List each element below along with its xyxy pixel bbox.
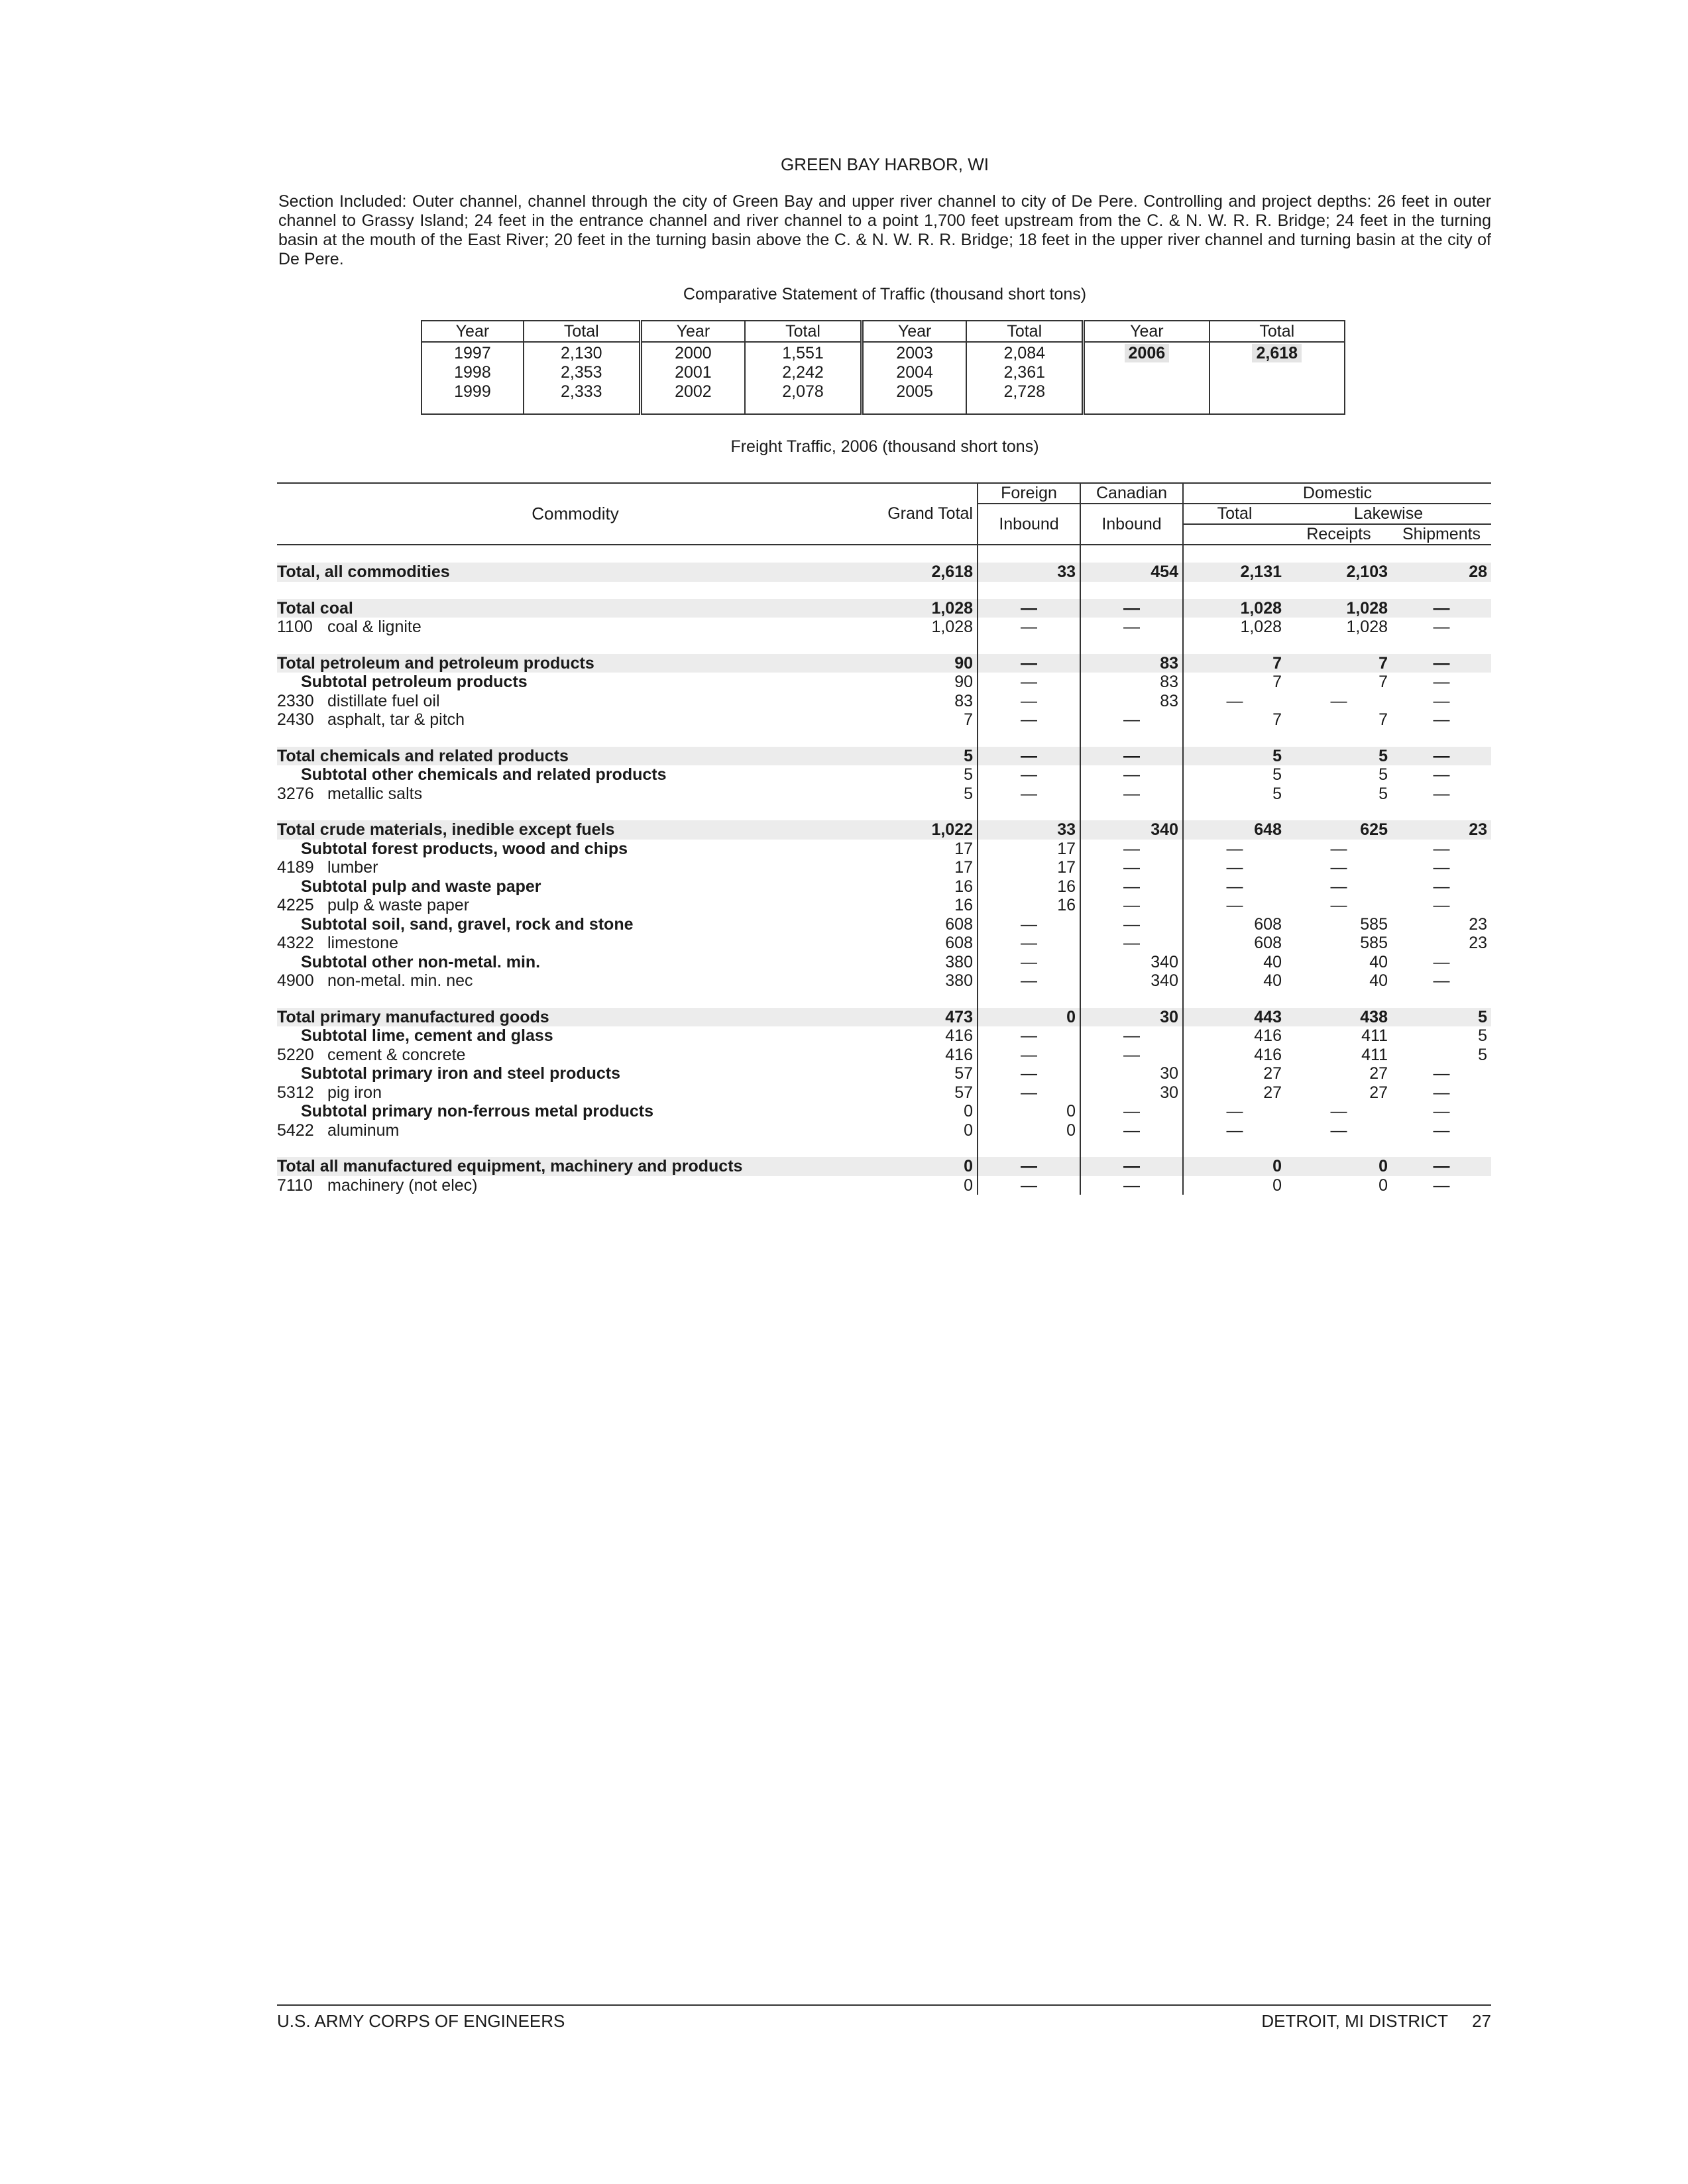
canadian-inbound-cell: — — [1080, 1046, 1183, 1065]
receipts-cell: 40 — [1369, 971, 1388, 990]
receipts-cell: 0 — [1286, 1157, 1392, 1176]
domestic-total-header: Total — [1183, 504, 1286, 524]
foreign-inbound-cell: 0 — [978, 1008, 1080, 1027]
commodity-name-cell: Subtotal primary iron and steel products — [301, 1064, 621, 1083]
commodity-name-cell — [277, 1121, 873, 1140]
commodity-name: coal & lignite — [327, 618, 422, 636]
shipments-cell: — — [1433, 673, 1450, 691]
receipts-cell: 438 — [1286, 1008, 1392, 1027]
shipments-cell: — — [1392, 1157, 1491, 1176]
foreign-inbound-cell: 33 — [978, 563, 1080, 582]
receipts-cell: 7 — [1379, 673, 1388, 691]
domestic-total-cell: 40 — [1183, 953, 1286, 972]
foreign-inbound-cell: — — [978, 673, 1080, 692]
grand-total-cell: 0 — [964, 1120, 973, 1140]
footer-agency: U.S. ARMY CORPS OF ENGINEERS — [277, 2011, 565, 2031]
grand-total-cell: 608 — [945, 914, 973, 934]
total-cell: 2,130 2,353 2,333 — [524, 342, 640, 414]
commodity-code: 4900 — [277, 971, 314, 990]
grand-total-cell: 16 — [954, 896, 973, 914]
shipments-cell: — — [1433, 618, 1450, 636]
total-header: Total — [524, 321, 640, 342]
total-row — [277, 654, 1491, 673]
commodity-name: limestone — [327, 934, 398, 952]
shipments-cell: — — [1433, 1102, 1450, 1120]
foreign-inbound-cell: — — [978, 692, 1080, 711]
canadian-inbound-cell: — — [1080, 599, 1183, 618]
receipts-cell: 1,028 — [1286, 599, 1392, 618]
commodity-name: non-metal. min. nec — [327, 971, 473, 990]
receipts-cell: 5 — [1379, 784, 1388, 803]
foreign-inbound-cell: — — [978, 1046, 1080, 1065]
receipts-cell: — — [1330, 1120, 1347, 1140]
total-row — [277, 1008, 1491, 1027]
receipts-cell: — — [1330, 691, 1347, 710]
commodity-name-cell: Total petroleum and petroleum products — [277, 654, 873, 673]
receipts-cell: — — [1330, 858, 1347, 877]
receipts-cell: 40 — [1369, 952, 1388, 971]
receipts-cell: — — [1330, 877, 1347, 896]
domestic-total-cell: — — [1183, 1102, 1286, 1121]
commodity-row — [277, 1083, 1491, 1103]
grand-total-header: Grand Total — [873, 483, 978, 545]
canadian-inbound-cell: 340 — [1080, 953, 1183, 972]
commodity-name-cell: Subtotal forest products, wood and chips — [301, 839, 628, 858]
foreign-inbound-cell: — — [978, 654, 1080, 673]
commodity-code: 5220 — [277, 1045, 314, 1064]
domestic-total-cell: 7 — [1183, 710, 1286, 730]
total-cell: 1,551 2,242 2,078 — [745, 342, 862, 414]
foreign-inbound-cell: — — [978, 765, 1080, 785]
shipments-cell: — — [1433, 971, 1450, 990]
shipments-cell: — — [1433, 839, 1450, 858]
foreign-inbound-cell: — — [978, 710, 1080, 730]
domestic-total-cell: 648 — [1183, 820, 1286, 840]
total-row — [277, 747, 1491, 766]
canadian-inbound-cell: — — [1080, 618, 1183, 637]
commodity-code: 4225 — [277, 896, 314, 914]
receipts-cell: 585 — [1360, 914, 1388, 934]
grand-total-cell: 16 — [954, 877, 973, 896]
shipments-cell: — — [1433, 952, 1450, 971]
domestic-total-cell: 443 — [1183, 1008, 1286, 1027]
commodity-row — [277, 971, 1491, 991]
canadian-inbound-cell: — — [1080, 858, 1183, 877]
canadian-inbound-cell: — — [1080, 765, 1183, 785]
commodity-code: 2430 — [277, 710, 314, 729]
commodity-code: 4189 — [277, 858, 314, 877]
canadian-inbound-cell: — — [1080, 1026, 1183, 1046]
commodity-name-cell: Total, all commodities — [277, 563, 873, 582]
commodity-name-cell: Subtotal primary non-ferrous metal products — [301, 1102, 654, 1120]
foreign-inbound-cell: — — [978, 785, 1080, 804]
commodity-name: aluminum — [327, 1120, 400, 1140]
foreign-inbound-cell: — — [978, 934, 1080, 953]
grand-total-cell: 5 — [964, 784, 973, 803]
year-cell: 1997 1998 1999 — [422, 342, 524, 414]
grand-total-cell: 57 — [954, 1064, 973, 1083]
commodity-name-cell: Total crude materials, inedible except fuels — [277, 820, 873, 840]
foreign-inbound-cell: — — [978, 1064, 1080, 1083]
domestic-total-cell: — — [1183, 858, 1286, 877]
domestic-header: Domestic — [1183, 483, 1491, 504]
commodity-row — [277, 858, 1491, 877]
receipts-cell: 5 — [1379, 765, 1388, 784]
foreign-inbound-cell: 33 — [978, 820, 1080, 840]
receipts-cell: 27 — [1369, 1064, 1388, 1083]
domestic-total-cell: 5 — [1183, 785, 1286, 804]
canadian-inbound-cell: — — [1080, 1121, 1183, 1140]
foreign-inbound-cell: — — [978, 747, 1080, 766]
grand-total-cell: 1,028 — [873, 599, 978, 618]
commodity-name-cell: Total primary manufactured goods — [277, 1008, 873, 1027]
receipts-cell: 625 — [1286, 820, 1392, 840]
grand-total-cell: 17 — [954, 839, 973, 858]
commodity-row — [277, 1176, 1491, 1195]
canadian-inbound-header: Inbound — [1080, 504, 1183, 545]
canadian-inbound-cell: 340 — [1080, 820, 1183, 840]
shipments-header: Shipments — [1392, 524, 1491, 545]
receipts-cell: 1,028 — [1346, 618, 1388, 636]
receipts-cell: — — [1330, 839, 1347, 858]
canadian-inbound-cell: — — [1080, 934, 1183, 953]
commodity-name-cell: Subtotal other non-metal. min. — [301, 952, 541, 971]
canadian-inbound-cell: — — [1080, 747, 1183, 766]
shipments-cell: 5 — [1478, 1026, 1487, 1045]
grand-total-cell: 2,618 — [873, 563, 978, 582]
commodity-name-cell: Subtotal lime, cement and glass — [301, 1026, 553, 1045]
shipments-cell: 5 — [1478, 1045, 1487, 1064]
canadian-inbound-cell: — — [1080, 896, 1183, 915]
commodity-name-cell — [277, 858, 873, 877]
grand-total-cell: 380 — [945, 952, 973, 971]
year-header: Year — [862, 321, 966, 342]
year-header: Year — [1084, 321, 1210, 342]
shipments-cell: — — [1433, 710, 1450, 729]
foreign-inbound-cell: — — [978, 915, 1080, 934]
subtotal-row — [277, 840, 1491, 859]
domestic-total-cell: — — [1183, 896, 1286, 915]
commodity-row — [277, 785, 1491, 804]
commodity-code: 5422 — [277, 1120, 314, 1140]
foreign-inbound-cell: 0 — [978, 1121, 1080, 1140]
subtotal-row — [277, 1026, 1491, 1046]
domestic-total-cell: — — [1183, 877, 1286, 897]
foreign-inbound-cell: — — [978, 599, 1080, 618]
receipts-cell: 0 — [1379, 1175, 1388, 1195]
commodity-code: 2330 — [277, 691, 314, 710]
commodity-name-cell — [277, 618, 873, 637]
canadian-inbound-cell: — — [1080, 710, 1183, 730]
shipments-cell: — — [1392, 654, 1491, 673]
commodity-name-cell — [277, 1176, 873, 1195]
commodity-row — [277, 934, 1491, 953]
grand-total-cell: 1,022 — [873, 820, 978, 840]
receipts-cell: 585 — [1360, 934, 1388, 952]
shipments-cell: — — [1392, 747, 1491, 766]
foreign-header: Foreign — [978, 483, 1080, 504]
foreign-inbound-header: Inbound — [978, 504, 1080, 545]
commodity-name-cell: Subtotal soil, sand, gravel, rock and stone — [301, 914, 634, 934]
shipments-cell: 23 — [1392, 820, 1491, 840]
domestic-total-cell: 608 — [1183, 915, 1286, 934]
shipments-cell: — — [1433, 784, 1450, 803]
foreign-inbound-cell: 0 — [978, 1102, 1080, 1121]
foreign-inbound-cell: — — [978, 1083, 1080, 1103]
subtotal-row — [277, 673, 1491, 692]
commodity-row — [277, 1046, 1491, 1065]
commodity-name-cell: Total all manufactured equipment, machinery and products — [277, 1157, 873, 1176]
grand-total-cell: 17 — [954, 858, 973, 877]
domestic-total-cell: 2,131 — [1183, 563, 1286, 582]
domestic-total-cell: 5 — [1183, 765, 1286, 785]
commodity-name-cell — [277, 971, 873, 991]
total-header: Total — [1210, 321, 1345, 342]
shipments-cell: — — [1433, 858, 1450, 877]
receipts-cell: 5 — [1286, 747, 1392, 766]
commodity-name: distillate fuel oil — [327, 691, 440, 710]
section-description: Section Included: Outer channel, channel through the city of Green Bay and upper river channel to city of De Pere. Controlling and project depths: 26 feet in outer channel to Grassy Island; 24 feet in the entrance channel and river channel to a point 1,700 feet upstream from the C. & N. W. R. R. Bridge; 24 feet in the turning basin at the mouth of the East River; 20 feet in the turning basin above the C. & N. W. R. R. Bridge; 18 feet in the upper river channel and turning basin at the city of De Pere. — [278, 192, 1491, 268]
commodity-code: 3276 — [277, 784, 314, 803]
commodity-code: 1100 — [277, 618, 313, 636]
grand-total-cell: 473 — [873, 1008, 978, 1027]
commodity-name-cell: Subtotal pulp and waste paper — [301, 877, 541, 896]
subtotal-row — [277, 765, 1491, 785]
footer-district: DETROIT, MI DISTRICT — [1261, 2011, 1449, 2031]
receipts-cell: 2,103 — [1286, 563, 1392, 582]
shipments-cell: — — [1433, 1064, 1450, 1083]
subtotal-row — [277, 1102, 1491, 1121]
total-header: Total — [966, 321, 1083, 342]
subtotal-row — [277, 915, 1491, 934]
commodity-name-cell — [277, 692, 873, 711]
commodity-name-cell — [277, 1083, 873, 1103]
canadian-inbound-cell: 30 — [1080, 1064, 1183, 1083]
shipments-cell: — — [1433, 877, 1450, 896]
shipments-cell: — — [1392, 599, 1491, 618]
foreign-inbound-cell: 17 — [978, 840, 1080, 859]
subtotal-row — [277, 1064, 1491, 1083]
grand-total-cell: 380 — [945, 971, 973, 990]
year-cell: 2000 2001 2002 — [640, 342, 745, 414]
canadian-inbound-cell: — — [1080, 1102, 1183, 1121]
canadian-inbound-cell: 454 — [1080, 563, 1183, 582]
subtotal-row — [277, 877, 1491, 897]
domestic-total-cell: 5 — [1183, 747, 1286, 766]
domestic-total-cell: 27 — [1183, 1064, 1286, 1083]
foreign-inbound-cell: — — [978, 1026, 1080, 1046]
canadian-inbound-cell: — — [1080, 785, 1183, 804]
canadian-inbound-cell: 83 — [1080, 673, 1183, 692]
domestic-total-cell: 416 — [1183, 1026, 1286, 1046]
grand-total-cell: 57 — [954, 1083, 973, 1102]
commodity-name: asphalt, tar & pitch — [327, 710, 465, 729]
domestic-total-cell: — — [1183, 1121, 1286, 1140]
grand-total-cell: 90 — [954, 673, 973, 691]
commodity-name-cell — [277, 1046, 873, 1065]
commodity-name-cell — [277, 896, 873, 915]
freight-traffic-table — [277, 482, 1491, 1195]
commodity-name: cement & concrete — [327, 1045, 466, 1064]
domestic-total-cell: 1,028 — [1183, 599, 1286, 618]
year-cell: 2003 2004 2005 — [862, 342, 966, 414]
canadian-inbound-cell: — — [1080, 840, 1183, 859]
commodity-name: metallic salts — [327, 784, 423, 803]
domestic-total-cell: — — [1183, 840, 1286, 859]
domestic-total-cell: 416 — [1183, 1046, 1286, 1065]
shipments-cell: 5 — [1392, 1008, 1491, 1027]
grand-total-cell: 0 — [873, 1157, 978, 1176]
shipments-cell: — — [1433, 691, 1450, 710]
year-cell-current: 2006 — [1084, 342, 1210, 414]
canadian-header: Canadian — [1080, 483, 1183, 504]
foreign-inbound-cell: — — [978, 1176, 1080, 1195]
page-footer — [277, 2004, 1491, 2032]
year-header: Year — [640, 321, 745, 342]
commodity-name: machinery (not elec) — [327, 1175, 478, 1195]
shipments-cell: — — [1433, 1175, 1450, 1195]
commodity-name-cell — [277, 934, 873, 953]
foreign-inbound-cell: 16 — [978, 877, 1080, 897]
foreign-inbound-cell: — — [978, 953, 1080, 972]
page-title: GREEN BAY HARBOR, WI — [781, 154, 989, 174]
foreign-inbound-cell: 16 — [978, 896, 1080, 915]
total-row — [277, 820, 1491, 840]
freight-caption: Freight Traffic, 2006 (thousand short tons) — [730, 437, 1039, 456]
foreign-inbound-cell: — — [978, 618, 1080, 637]
subtotal-row — [277, 953, 1491, 972]
commodity-row — [277, 1121, 1491, 1140]
domestic-total-cell: 0 — [1183, 1176, 1286, 1195]
total-row — [277, 563, 1491, 582]
shipments-cell: — — [1433, 896, 1450, 914]
commodity-name: pulp & waste paper — [327, 896, 470, 914]
receipts-cell: — — [1330, 1102, 1347, 1120]
foreign-inbound-cell: — — [978, 971, 1080, 991]
receipts-cell: 27 — [1369, 1083, 1388, 1102]
commodity-row — [277, 692, 1491, 711]
canadian-inbound-cell: 340 — [1080, 971, 1183, 991]
receipts-cell: 7 — [1286, 654, 1392, 673]
page-number: 27 — [1472, 2011, 1491, 2031]
foreign-inbound-cell: — — [978, 1157, 1080, 1176]
receipts-cell: 411 — [1361, 1026, 1388, 1045]
grand-total-cell: 416 — [945, 1045, 973, 1064]
commodity-row — [277, 896, 1491, 915]
canadian-inbound-cell: 83 — [1080, 692, 1183, 711]
shipments-cell: — — [1433, 765, 1450, 784]
total-cell-current: 2,618 — [1210, 342, 1345, 414]
shipments-cell: — — [1433, 1083, 1450, 1102]
grand-total-cell: 608 — [945, 934, 973, 952]
grand-total-cell: 0 — [964, 1102, 973, 1120]
shipments-cell: 28 — [1392, 563, 1491, 582]
commodity-row — [277, 618, 1491, 637]
commodity-row — [277, 710, 1491, 730]
domestic-total-cell: — — [1183, 692, 1286, 711]
canadian-inbound-cell: 83 — [1080, 654, 1183, 673]
receipts-header: Receipts — [1286, 524, 1392, 545]
shipments-cell: 23 — [1469, 934, 1487, 952]
total-row — [277, 599, 1491, 618]
commodity-name-cell: Total chemicals and related products — [277, 747, 873, 766]
foreign-inbound-cell: 17 — [978, 858, 1080, 877]
commodity-code: 7110 — [277, 1175, 313, 1195]
commodity-code: 5312 — [277, 1083, 314, 1102]
total-row — [277, 1157, 1491, 1176]
receipts-cell: 411 — [1361, 1045, 1388, 1064]
canadian-inbound-cell: — — [1080, 1157, 1183, 1176]
receipts-cell: 7 — [1379, 710, 1388, 729]
commodity-name-cell: Total coal — [277, 599, 873, 618]
canadian-inbound-cell: — — [1080, 877, 1183, 897]
receipts-cell: — — [1330, 896, 1347, 914]
grand-total-cell: 7 — [964, 710, 973, 729]
domestic-total-cell: 0 — [1183, 1157, 1286, 1176]
shipments-cell: 23 — [1469, 914, 1487, 934]
domestic-total-cell: 7 — [1183, 673, 1286, 692]
grand-total-cell: 5 — [964, 765, 973, 784]
domestic-total-cell: 40 — [1183, 971, 1286, 991]
canadian-inbound-cell: 30 — [1080, 1083, 1183, 1103]
commodity-code: 4322 — [277, 934, 314, 952]
commodity-name-cell: Subtotal petroleum products — [301, 673, 528, 691]
domestic-total-cell: 1,028 — [1183, 618, 1286, 637]
grand-total-cell: 1,028 — [931, 618, 973, 636]
commodity-name-cell — [277, 785, 873, 804]
canadian-inbound-cell: — — [1080, 915, 1183, 934]
domestic-total-cell: 27 — [1183, 1083, 1286, 1103]
total-header: Total — [745, 321, 862, 342]
canadian-inbound-cell: — — [1080, 1176, 1183, 1195]
shipments-cell: — — [1433, 1120, 1450, 1140]
grand-total-cell: 5 — [873, 747, 978, 766]
commodity-name: lumber — [327, 858, 378, 877]
grand-total-cell: 90 — [873, 654, 978, 673]
domestic-total-cell: 608 — [1183, 934, 1286, 953]
canadian-inbound-cell: 30 — [1080, 1008, 1183, 1027]
total-cell: 2,084 2,361 2,728 — [966, 342, 1083, 414]
commodity-name-cell: Subtotal other chemicals and related products — [301, 765, 667, 784]
grand-total-cell: 0 — [964, 1175, 973, 1195]
commodity-name-cell — [277, 710, 873, 730]
comparative-traffic-table — [421, 320, 1345, 415]
comparative-caption: Comparative Statement of Traffic (thousand short tons) — [683, 285, 1087, 303]
grand-total-cell: 83 — [954, 691, 973, 710]
year-header: Year — [422, 321, 524, 342]
lakewise-header: Lakewise — [1286, 504, 1491, 524]
commodity-name: pig iron — [327, 1083, 382, 1102]
commodity-header: Commodity — [277, 483, 873, 545]
grand-total-cell: 416 — [945, 1026, 973, 1045]
domestic-total-cell: 7 — [1183, 654, 1286, 673]
